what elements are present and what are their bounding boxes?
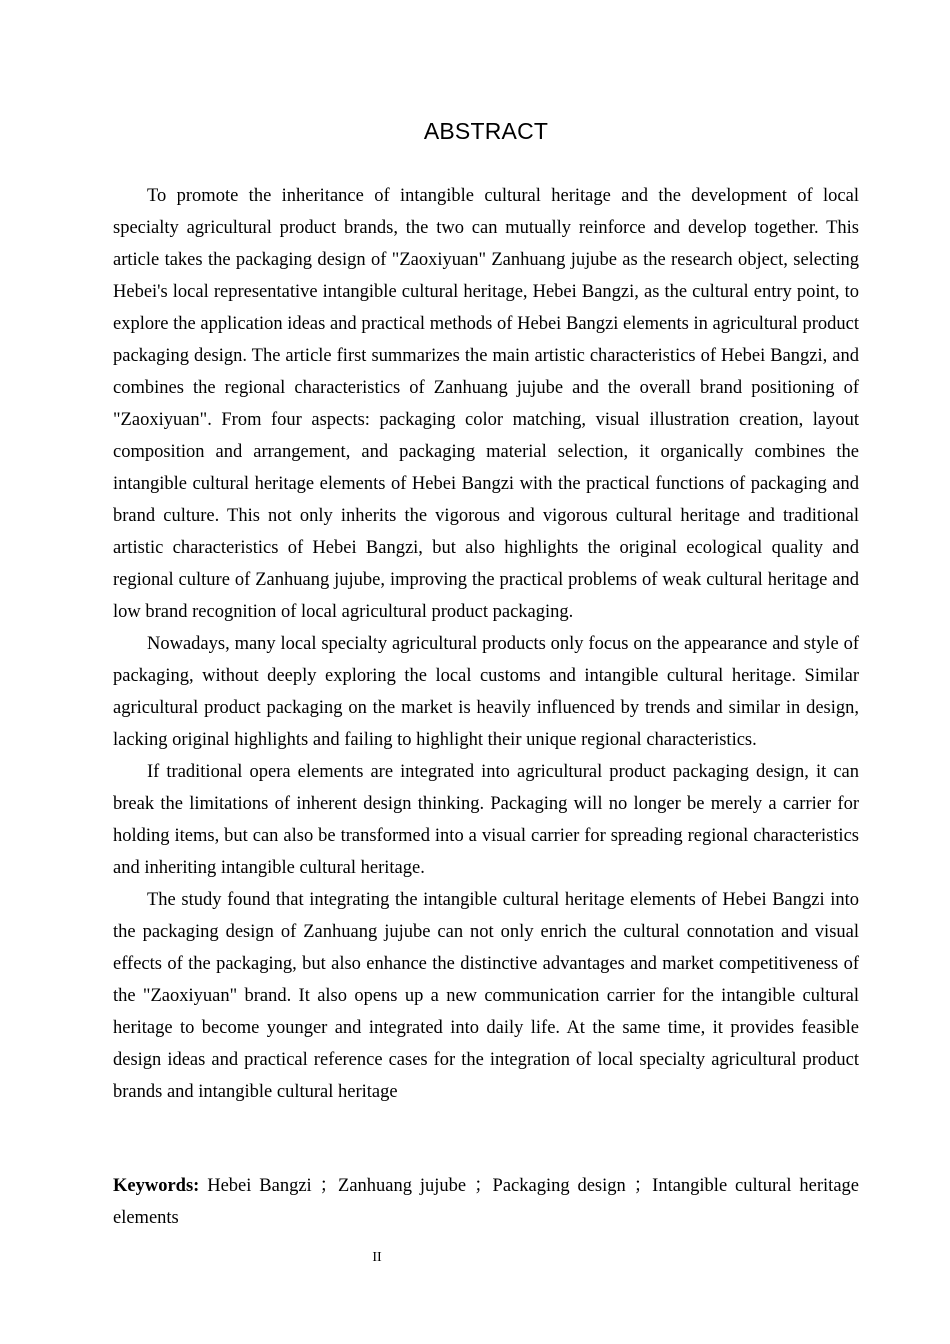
keywords-text: Hebei Bangzi ；Zanhuang jujube ；Packaging design ；Intangible cultural heritage elements <box>113 1176 859 1228</box>
abstract-title: ABSTRACT <box>423 118 549 144</box>
abstract-paragraph-3: If traditional opera elements are integrated into agricultural product packaging design, it can break the limitations of inherent design thinking. Packaging will no longer be merely a carrier for holding items, but can also be transformed into a visual carrier for spreading regional characteristics and inheriting intangible cultural heritage. <box>113 762 859 878</box>
keywords-label: Keywords: <box>113 1176 200 1196</box>
abstract-paragraph-2: Nowadays, many local specialty agricultural products only focus on the appearance and style of packaging, without deeply exploring the local customs and intangible cultural heritage. Similar agricultural product packaging on the market is heavily influenced by trends and similar in design, lacking original highlights and failing to highlight their unique regional characteristics. <box>113 634 859 750</box>
page-number: II <box>372 1250 382 1265</box>
abstract-body <box>113 180 859 1108</box>
abstract-paragraph-1: To promote the inheritance of intangible cultural heritage and the development of local specialty agricultural product brands, the two can mutually reinforce and develop together. This article takes the packaging design of "Zaoxiyuan" Zanhuang jujube as the research object, selecting Hebei's local representative intangible cultural heritage, Hebei Bangzi, as the cultural entry point, to explore the application ideas and practical methods of Hebei Bangzi elements in agricultural product packaging design. The article first summarizes the main artistic characteristics of Hebei Bangzi, and combines the regional characteristics of Zanhuang jujube and the overall brand positioning of "Zaoxiyuan". From four aspects: packaging color matching, visual illustration creation, layout composition and arrangement, and packaging material selection, it organically combines the intangible cultural heritage elements of Hebei Bangzi with the practical functions of packaging and brand culture. This not only inherits the vigorous and vigorous cultural heritage and traditional artistic characteristics of Hebei Bangzi, but also highlights the original ecological quality and regional culture of Zanhuang jujube, improving the practical problems of weak cultural heritage and low brand recognition of local agricultural product packaging. <box>113 186 859 622</box>
abstract-paragraph-4: The study found that integrating the intangible cultural heritage elements of Hebei Bangzi into the packaging design of Zanhuang jujube can not only enrich the cultural connotation and visual effects of the packaging, but also enhance the distinctive advantages and market competitiveness of the "Zaoxiyuan" brand. It also opens up a new communication carrier for the intangible cultural heritage to become younger and integrated into daily life. At the same time, it provides feasible design ideas and practical reference cases for the integration of local specialty agricultural product brands and intangible cultural heritage <box>113 890 859 1102</box>
keywords-line <box>113 1170 859 1234</box>
